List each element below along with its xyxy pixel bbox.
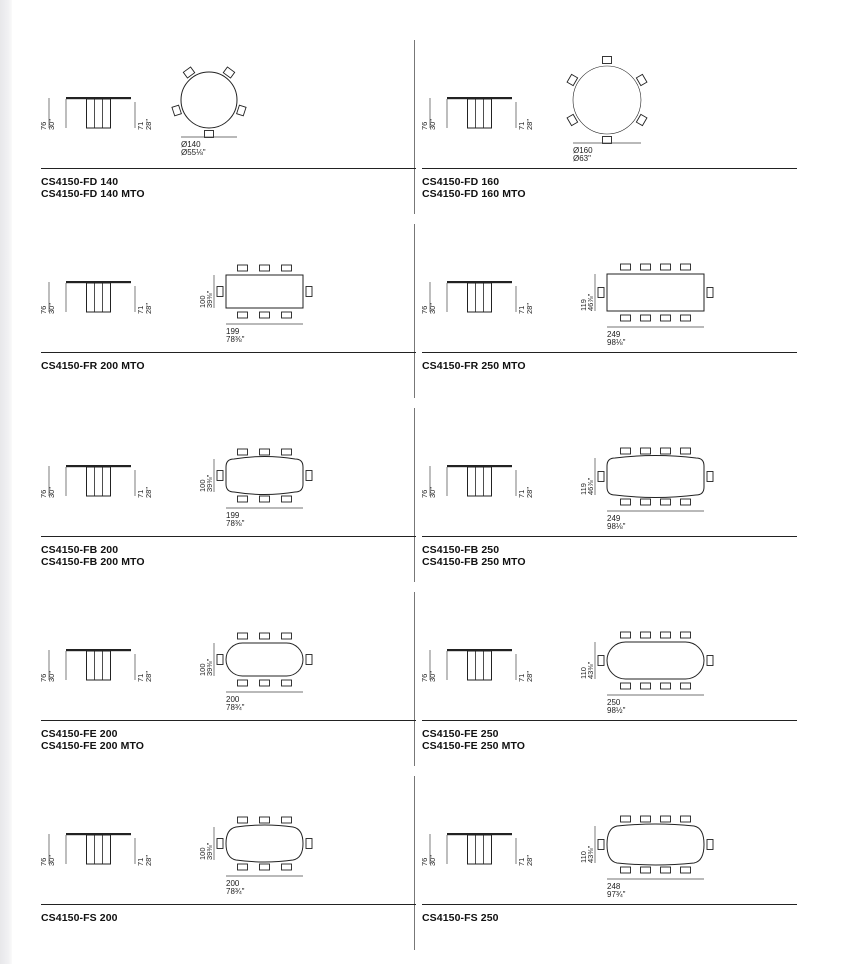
- chair-icon: [282, 496, 292, 502]
- model-codes: [41, 176, 416, 200]
- section-rule: [422, 536, 797, 537]
- chair-icon: [603, 137, 612, 144]
- under-cm-label: 71: [517, 489, 526, 498]
- side-view-elevation: [420, 649, 534, 682]
- model-code: CS4150-FR 200 MTO: [41, 360, 145, 372]
- barrel-table-top: [226, 457, 303, 495]
- depth-cm-label: 100: [198, 295, 207, 308]
- chair-icon: [641, 632, 651, 638]
- width-in-label: 98½": [607, 706, 626, 715]
- table-model-cell: [41, 40, 416, 224]
- section-rule: [41, 720, 416, 721]
- chair-icon: [621, 499, 631, 505]
- table-base: [87, 283, 111, 312]
- depth-cm-label: 119: [579, 299, 588, 311]
- chair-icon: [282, 633, 292, 639]
- depth-cm-label: 100: [198, 663, 207, 676]
- chair-icon: [217, 287, 223, 297]
- chair-icon: [661, 632, 671, 638]
- plan-view: [579, 816, 713, 899]
- under-in-label: 28": [144, 854, 153, 866]
- under-in-label: 28": [525, 118, 534, 130]
- section-rule: [41, 536, 416, 537]
- barrel-table-top: [607, 456, 704, 498]
- under-in-label: 28": [525, 486, 534, 498]
- section-rule: [41, 904, 416, 905]
- model-codes: [41, 728, 416, 752]
- chair-icon: [661, 448, 671, 454]
- depth-in-label: 39⅜": [205, 842, 214, 860]
- model-codes: [422, 544, 797, 568]
- chair-icon: [661, 816, 671, 822]
- chair-icon: [681, 816, 691, 822]
- technical-drawing: [41, 776, 416, 960]
- chair-icon: [238, 817, 248, 823]
- chair-icon: [707, 840, 713, 850]
- width-cm-label: Ø160: [573, 146, 593, 155]
- height-cm-label: 76: [420, 673, 429, 682]
- side-view-elevation: [39, 833, 153, 866]
- height-cm-label: 76: [39, 857, 48, 866]
- chair-icon: [641, 264, 651, 270]
- table-model-cell: [41, 408, 416, 592]
- chair-icon: [205, 131, 214, 138]
- chair-icon: [260, 312, 270, 318]
- model-code: CS4150-FS 200: [41, 912, 118, 924]
- plan-view: [198, 633, 312, 712]
- chair-icon: [238, 864, 248, 870]
- rectangular-table-top: [607, 274, 704, 311]
- table-base: [468, 467, 492, 496]
- height-in-label: 30": [47, 486, 56, 498]
- width-cm-label: 249: [607, 330, 621, 339]
- model-codes: [41, 360, 416, 372]
- table-base: [468, 651, 492, 680]
- chair-icon: [641, 315, 651, 321]
- chair-icon: [681, 315, 691, 321]
- section-rule: [41, 352, 416, 353]
- depth-cm-label: 100: [198, 479, 207, 492]
- side-view-elevation: [420, 833, 534, 866]
- depth-in-label: 39⅜": [205, 658, 214, 676]
- table-base: [87, 651, 111, 680]
- oval-table-top: [607, 642, 704, 679]
- chair-icon: [636, 74, 647, 85]
- chair-icon: [237, 105, 246, 116]
- chair-icon: [598, 656, 604, 666]
- chair-icon: [661, 867, 671, 873]
- model-code: CS4150-FD 160 MTO: [422, 188, 526, 200]
- under-in-label: 28": [144, 118, 153, 130]
- table-model-cell: [422, 408, 797, 592]
- width-cm-label: 248: [607, 882, 621, 891]
- side-view-elevation: [39, 649, 153, 682]
- chair-icon: [707, 472, 713, 482]
- depth-in-label: 43⅜": [586, 845, 595, 863]
- soft-rectangular-table-top: [226, 825, 303, 862]
- chair-icon: [641, 816, 651, 822]
- chair-icon: [621, 683, 631, 689]
- under-cm-label: 71: [136, 305, 145, 314]
- depth-in-label: 46⅞": [586, 477, 595, 495]
- height-cm-label: 76: [39, 673, 48, 682]
- chair-icon: [260, 633, 270, 639]
- chair-icon: [681, 264, 691, 270]
- chair-icon: [260, 864, 270, 870]
- model-codes: [41, 544, 416, 568]
- model-codes: [41, 912, 416, 924]
- model-code: CS4150-FB 200 MTO: [41, 556, 145, 568]
- height-in-label: 30": [428, 854, 437, 866]
- chair-icon: [306, 655, 312, 665]
- table-model-cell: [422, 40, 797, 224]
- technical-drawing: [422, 224, 797, 408]
- depth-in-label: 43⅜": [586, 661, 595, 679]
- chair-icon: [641, 499, 651, 505]
- height-cm-label: 76: [420, 121, 429, 130]
- page-edge-shadow: [0, 0, 12, 964]
- plan-view: [579, 264, 713, 347]
- model-code: CS4150-FE 250: [422, 728, 499, 740]
- width-in-label: 78⅜": [226, 519, 245, 528]
- height-cm-label: 76: [420, 305, 429, 314]
- chair-icon: [707, 288, 713, 298]
- table-model-cell: [422, 776, 797, 960]
- table-model-cell: [41, 592, 416, 776]
- under-in-label: 28": [144, 486, 153, 498]
- chair-icon: [260, 680, 270, 686]
- model-code: CS4150-FS 250: [422, 912, 499, 924]
- model-codes: [422, 360, 797, 372]
- under-cm-label: 71: [136, 857, 145, 866]
- width-cm-label: 200: [226, 879, 240, 888]
- chair-icon: [260, 496, 270, 502]
- chair-icon: [260, 265, 270, 271]
- chair-icon: [282, 680, 292, 686]
- plan-view: [198, 817, 312, 896]
- chair-icon: [621, 264, 631, 270]
- chair-icon: [681, 499, 691, 505]
- width-in-label: 97¾": [607, 890, 626, 899]
- chair-icon: [707, 656, 713, 666]
- chair-icon: [282, 265, 292, 271]
- chair-icon: [661, 264, 671, 270]
- height-cm-label: 76: [39, 305, 48, 314]
- table-base: [468, 99, 492, 128]
- under-in-label: 28": [525, 670, 534, 682]
- plan-view: [567, 57, 647, 164]
- chair-icon: [598, 288, 604, 298]
- side-view-elevation: [39, 465, 153, 498]
- under-cm-label: 71: [517, 305, 526, 314]
- chair-icon: [661, 683, 671, 689]
- chair-icon: [306, 287, 312, 297]
- chair-icon: [306, 839, 312, 849]
- technical-drawing: [422, 776, 797, 960]
- chair-icon: [238, 496, 248, 502]
- plan-view: [579, 632, 713, 715]
- width-in-label: 78¾": [226, 887, 245, 896]
- side-view-elevation: [39, 97, 153, 130]
- depth-in-label: 46⅞": [586, 293, 595, 311]
- chair-icon: [641, 683, 651, 689]
- model-code: CS4150-FR 250 MTO: [422, 360, 526, 372]
- height-in-label: 30": [47, 854, 56, 866]
- chair-icon: [598, 472, 604, 482]
- under-cm-label: 71: [136, 121, 145, 130]
- chair-icon: [598, 840, 604, 850]
- depth-cm-label: 119: [579, 483, 588, 495]
- height-cm-label: 76: [39, 489, 48, 498]
- plan-view: [579, 448, 713, 531]
- under-cm-label: 71: [136, 489, 145, 498]
- chair-icon: [217, 839, 223, 849]
- chair-icon: [603, 57, 612, 64]
- chair-icon: [641, 448, 651, 454]
- model-code: CS4150-FD 160: [422, 176, 500, 188]
- section-rule: [422, 352, 797, 353]
- model-codes: [422, 912, 797, 924]
- depth-cm-label: 110: [579, 851, 588, 863]
- side-view-elevation: [39, 281, 153, 314]
- chair-icon: [238, 312, 248, 318]
- table-model-cell: [422, 224, 797, 408]
- chair-icon: [223, 67, 234, 78]
- table-base: [87, 99, 111, 128]
- chair-icon: [621, 632, 631, 638]
- under-cm-label: 71: [517, 673, 526, 682]
- model-code: CS4150-FD 140 MTO: [41, 188, 145, 200]
- chair-icon: [661, 499, 671, 505]
- chair-icon: [172, 105, 181, 116]
- section-rule: [422, 720, 797, 721]
- chair-icon: [282, 312, 292, 318]
- table-model-cell: [41, 776, 416, 960]
- depth-cm-label: 110: [579, 667, 588, 679]
- chair-icon: [306, 471, 312, 481]
- table-base: [87, 467, 111, 496]
- table-base: [87, 835, 111, 864]
- under-cm-label: 71: [517, 857, 526, 866]
- table-model-cell: [422, 592, 797, 776]
- height-in-label: 30": [428, 486, 437, 498]
- chair-icon: [238, 680, 248, 686]
- chair-icon: [183, 67, 194, 78]
- chair-icon: [217, 471, 223, 481]
- chair-icon: [567, 74, 578, 85]
- width-in-label: 78⅜": [226, 335, 245, 344]
- round-table-top: [181, 72, 237, 128]
- soft-rectangular-table-top: [607, 824, 704, 865]
- chair-icon: [621, 448, 631, 454]
- table-base: [468, 835, 492, 864]
- model-code: CS4150-FD 140: [41, 176, 119, 188]
- width-in-label: 78¾": [226, 703, 245, 712]
- table-model-cell: [41, 224, 416, 408]
- model-code: CS4150-FE 200: [41, 728, 118, 740]
- side-view-elevation: [420, 465, 534, 498]
- chair-icon: [681, 632, 691, 638]
- width-in-label: Ø55⅛": [181, 148, 206, 157]
- model-code: CS4150-FE 200 MTO: [41, 740, 145, 752]
- under-in-label: 28": [144, 670, 153, 682]
- chair-icon: [681, 683, 691, 689]
- width-cm-label: 249: [607, 514, 621, 523]
- under-cm-label: 71: [136, 673, 145, 682]
- chair-icon: [621, 315, 631, 321]
- side-view-elevation: [420, 281, 534, 314]
- chair-icon: [621, 867, 631, 873]
- chair-icon: [282, 449, 292, 455]
- model-codes: [422, 728, 797, 752]
- height-cm-label: 76: [420, 489, 429, 498]
- oval-table-top: [226, 643, 303, 676]
- chair-icon: [661, 315, 671, 321]
- chair-icon: [282, 864, 292, 870]
- width-in-label: Ø63": [573, 154, 591, 163]
- width-in-label: 98⅛": [607, 338, 626, 347]
- model-codes: [422, 176, 797, 200]
- section-rule: [422, 904, 797, 905]
- chair-icon: [260, 449, 270, 455]
- width-cm-label: Ø140: [181, 140, 201, 149]
- chair-icon: [681, 867, 691, 873]
- depth-in-label: 39⅜": [205, 474, 214, 492]
- chair-icon: [238, 633, 248, 639]
- rectangular-table-top: [226, 275, 303, 308]
- chair-icon: [567, 114, 578, 125]
- model-code: CS4150-FB 200: [41, 544, 119, 556]
- height-in-label: 30": [428, 302, 437, 314]
- model-code: CS4150-FB 250 MTO: [422, 556, 526, 568]
- under-in-label: 28": [144, 302, 153, 314]
- chair-icon: [636, 114, 647, 125]
- table-base: [468, 283, 492, 312]
- model-code: CS4150-FE 250 MTO: [422, 740, 526, 752]
- round-table-top: [573, 66, 641, 134]
- height-in-label: 30": [428, 118, 437, 130]
- width-cm-label: 199: [226, 327, 240, 336]
- height-cm-label: 76: [420, 857, 429, 866]
- section-rule: [41, 168, 416, 169]
- width-in-label: 98⅛": [607, 522, 626, 531]
- height-cm-label: 76: [39, 121, 48, 130]
- plan-view: [198, 265, 312, 344]
- depth-cm-label: 100: [198, 847, 207, 860]
- width-cm-label: 200: [226, 695, 240, 704]
- under-in-label: 28": [525, 302, 534, 314]
- depth-in-label: 39⅜": [205, 290, 214, 308]
- section-rule: [422, 168, 797, 169]
- height-in-label: 30": [47, 670, 56, 682]
- height-in-label: 30": [428, 670, 437, 682]
- chair-icon: [282, 817, 292, 823]
- side-view-elevation: [420, 97, 534, 130]
- under-cm-label: 71: [517, 121, 526, 130]
- plan-view: [198, 449, 312, 528]
- chair-icon: [681, 448, 691, 454]
- width-cm-label: 199: [226, 511, 240, 520]
- width-cm-label: 250: [607, 698, 621, 707]
- chair-icon: [217, 655, 223, 665]
- chair-icon: [238, 449, 248, 455]
- height-in-label: 30": [47, 118, 56, 130]
- chair-icon: [641, 867, 651, 873]
- technical-drawing: [41, 224, 416, 408]
- plan-view: [172, 67, 246, 157]
- height-in-label: 30": [47, 302, 56, 314]
- chair-icon: [621, 816, 631, 822]
- chair-icon: [260, 817, 270, 823]
- model-code: CS4150-FB 250: [422, 544, 500, 556]
- chair-icon: [238, 265, 248, 271]
- under-in-label: 28": [525, 854, 534, 866]
